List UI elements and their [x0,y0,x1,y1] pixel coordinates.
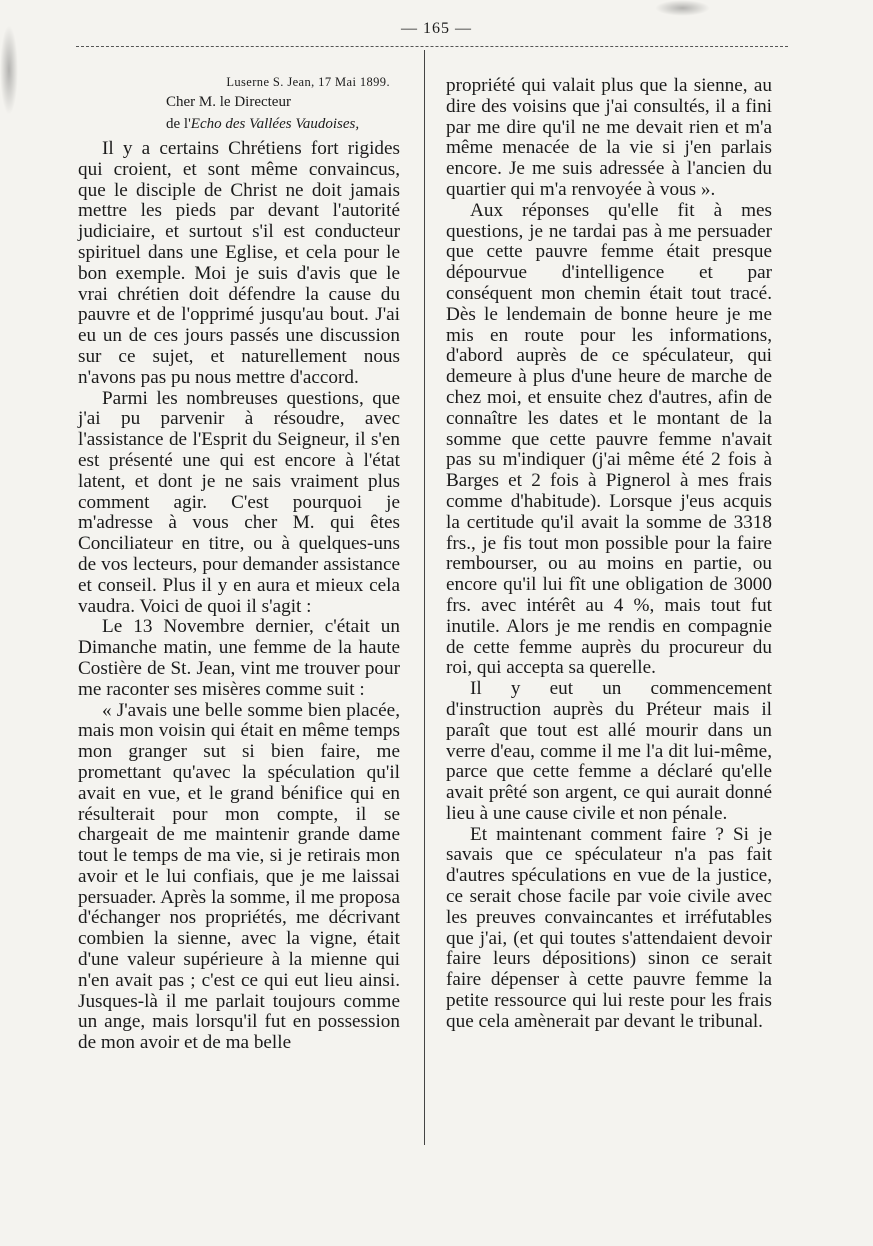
dateline: Luserne S. Jean, 17 Mai 1899. [226,75,390,89]
header-rule [76,46,788,47]
salutation-line-2 [78,113,400,135]
paragraph: Parmi les nombreuses questions, que j'ai pu parvenir à résoudre, avec l'assistance de l'Esprit du Seigneur, il s'en est présenté une qui est encore à l'état latent, et dont je ne sais vraiment plus comment agir. C'est pourquoi je m'adresse à vous cher M. qui êtes Conciliateur en titre, ou à quelques-uns de vos lecteurs, pour demander assistance et conseil. Plus il y en aura et mieux cela vaudra. Voici de quoi il s'agit : [78,387,400,617]
scan-smudge [0,25,18,115]
paragraph: Il y eut un commencement d'instruction auprès du Préteur mais il paraît que tout est allé mourir dans un verre d'eau, comme il me l'a dit lui-même, parce que cette femme a déclaré qu'elle avait prêté son argent, ce qui aurait donné lieu à une cause civile et non pénale. [446,678,772,824]
scan-smudge [655,0,710,16]
page-number: — 165 — [401,20,472,37]
paragraph-continuation: propriété qui valait plus que la sienne, au dire des voisins que j'ai consultés, il a fini par me dire qu'il ne me devait rien et m'a même menacée de la vie si j'en parlais encore. Je me suis adressée à l'ancien du quartier qui m'a renvoyée à vous ». [446,75,772,200]
right-column [446,76,772,1033]
paragraph: Et maintenant comment faire ? Si je savais que ce spéculateur n'a pas fait d'autres spéculations en vue de la justice, ce serait chose facile par voie civile avec les preuves convaincantes et irréfutables que j'ai, (et qui toutes s'attendaient devoir faire leurs dépositions) sinon ce serait faire dépenser à cette pauvre femme la petite ressource qui lui reste pour les frais que cela amènerait par devant le tribunal. [446,823,772,1032]
salutation-prefix: de l' [166,116,191,132]
paragraph: Le 13 Novembre dernier, c'était un Dimanche matin, une femme de la haute Costière de St. Jean, vint me trouver pour me raconter ses misères comme suit : [78,616,400,700]
paragraph: « J'avais une belle somme bien placée, mais mon voisin qui était en même temps mon granger sut si bien faire, me promettant qu'avec la spéculation qu'il avait en vue, et le grand bénifice qui en résulterait pour mon compte, il se chargeait de me maintenir grande dame tout le temps de ma vie, si je retirais mon avoir et le lui confiais, que je me laissai persuader. Après la somme, il me proposa d'échanger nos propriétés, me décrivant combien la sienne, avec la vigne, était d'une valeur supérieure à la mienne qui n'en avait pas ; c'est ce qui eut lieu ainsi. Jusques-là il me parlait toujours comme un ange, mais lorsqu'il fut en possession de mon avoir et de ma belle [78,699,400,1054]
left-column [78,72,400,1054]
paragraph: Aux réponses qu'elle fit à mes questions, je ne tardai pas à me persuader que cette pauvre femme était presque dépourvue d'intelligence et par conséquent mon chemin était tout tracé. Dès le lendemain de bonne heure je me mis en route pour les informations, d'abord auprès de ce spéculateur, qui demeure à plus d'une heure de marche de chez moi, et ensuite chez d'autres, afin de connaître les dates et le montant de la somme que cette pauvre femme n'avait pas su m'indiquer (j'ai même été 2 fois à Barges et 2 fois à Pignerol à mes frais comme d'habitude). Lorsque j'eus acquis la certitude qu'il avait la somme de 3318 frs., je fis tout mon possible pour la faire rembourser, ou au moins en partie, ou encore qu'il lui fît une obligation de 3000 frs. avec intérêt au 4 %, mais tout fut inutile. Alors je me rendis en compagnie de cette femme auprès du procureur du roi, qui accepta sa querelle. [446,199,772,679]
journal-title: Echo des Vallées Vaudoises, [190,116,360,132]
paragraph: Il y a certains Chrétiens fort rigides qui croient, et sont même convaincus, que le disciple de Christ ne doit jamais mettre les pieds par devant l'autorité judiciaire, et surtout s'il est conducteur spirituel dans une Eglise, et cela pour le bon exemple. Moi je suis d'avis que le vrai chrétien doit défendre la cause du pauvre et de l'opprimé jusqu'au bout. J'ai eu un de ces jours passés une discussion sur ce sujet, et naturellement nous n'avons pas pu nous mettre d'accord. [78,138,400,388]
column-divider [424,50,425,1145]
salutation-line: Cher M. le Directeur [166,94,291,110]
